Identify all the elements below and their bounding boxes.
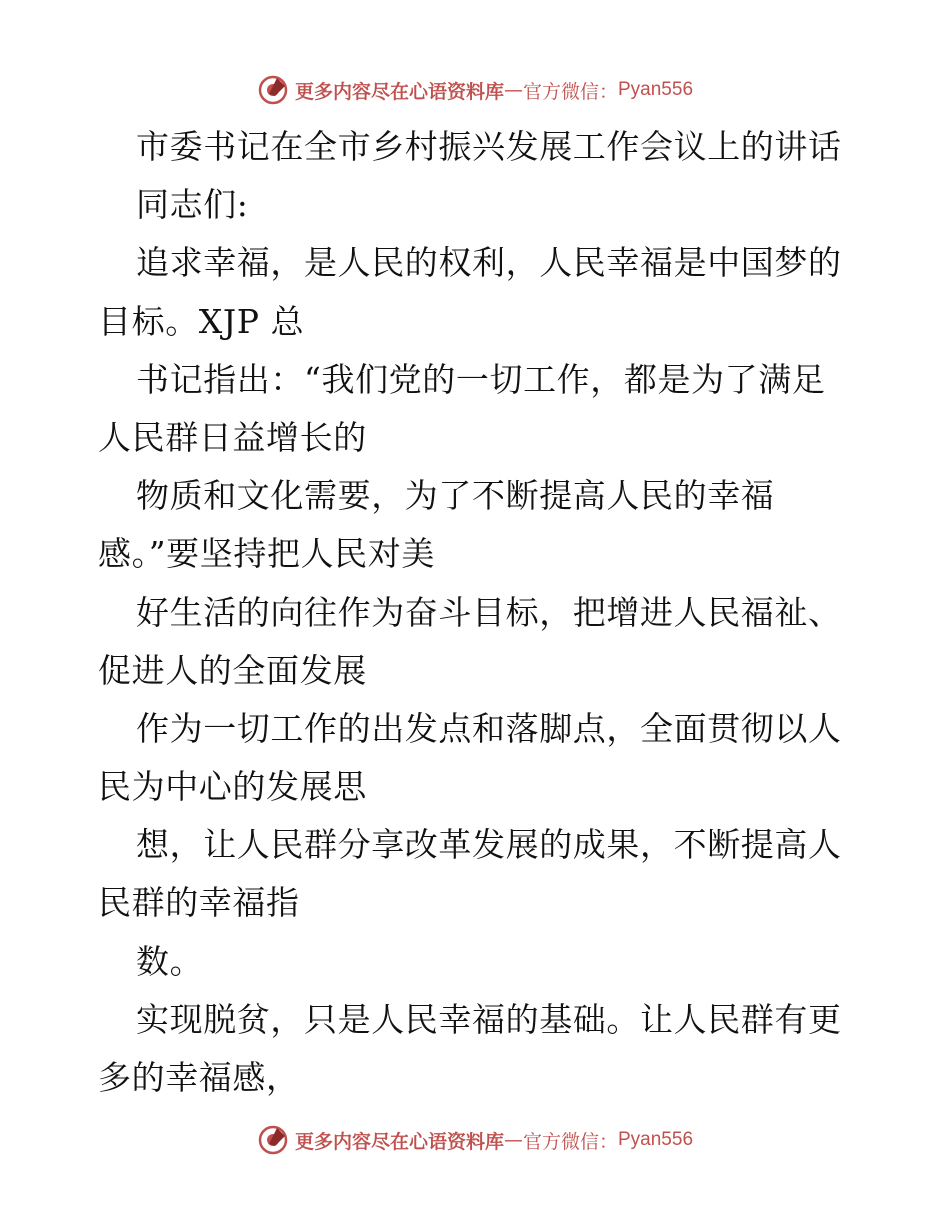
text-line: 作为一切工作的出发点和落脚点，全面贯彻以人 — [136, 708, 842, 748]
text-line: 人民群日益增长的 — [98, 417, 367, 457]
text-line: 实现脱贫，只是人民幸福的基础。让人民群有更 — [136, 999, 842, 1039]
watermark-label: 官方微信： — [522, 80, 618, 103]
salutation: 同志们: — [136, 185, 249, 225]
watermark-label: 官方微信： — [522, 1130, 618, 1153]
watermark-dash: — — [503, 1129, 523, 1151]
text-line: 书记指出：“我们党的一切工作，都是为了满足 — [136, 359, 826, 399]
watermark-dash: — — [503, 79, 523, 101]
watermark-main-text: 更多内容尽在心语资料库 — [294, 80, 504, 103]
text-line: 多的幸福感， — [98, 1058, 300, 1097]
text-line: 民群的幸福指 — [98, 883, 300, 923]
footer-watermark — [0, 1120, 950, 1160]
text-line: 物质和文化需要，为了不断提高人民的幸福 — [136, 476, 775, 516]
watermark-id: Pyan556 — [618, 79, 694, 100]
text-line: 促进人的全面发展 — [98, 650, 367, 690]
watermark-main-text: 更多内容尽在心语资料库 — [294, 1130, 504, 1153]
document-body — [98, 118, 858, 1107]
text-line: 数。 — [136, 941, 204, 981]
text-line: 民为中心的发展思 — [98, 767, 367, 807]
watermark-id: Pyan556 — [618, 1129, 694, 1150]
document-title: 市委书记在全市乡村振兴发展工作会议上的讲话 — [136, 127, 842, 166]
text-line: 目标。XJP 总 — [98, 301, 305, 341]
logo-icon — [257, 74, 289, 106]
text-line: 好生活的向往作为奋斗目标，把增进人民福祉、 — [136, 592, 842, 632]
text-line: 追求幸福，是人民的权利，人民幸福是中国梦的 — [136, 243, 842, 283]
header-watermark — [0, 70, 950, 110]
text-line: 感。”要坚持把人民对美 — [98, 534, 435, 574]
text-line: 想，让人民群分享改革发展的成果，不断提高人 — [136, 825, 842, 865]
logo-icon — [257, 1124, 289, 1156]
